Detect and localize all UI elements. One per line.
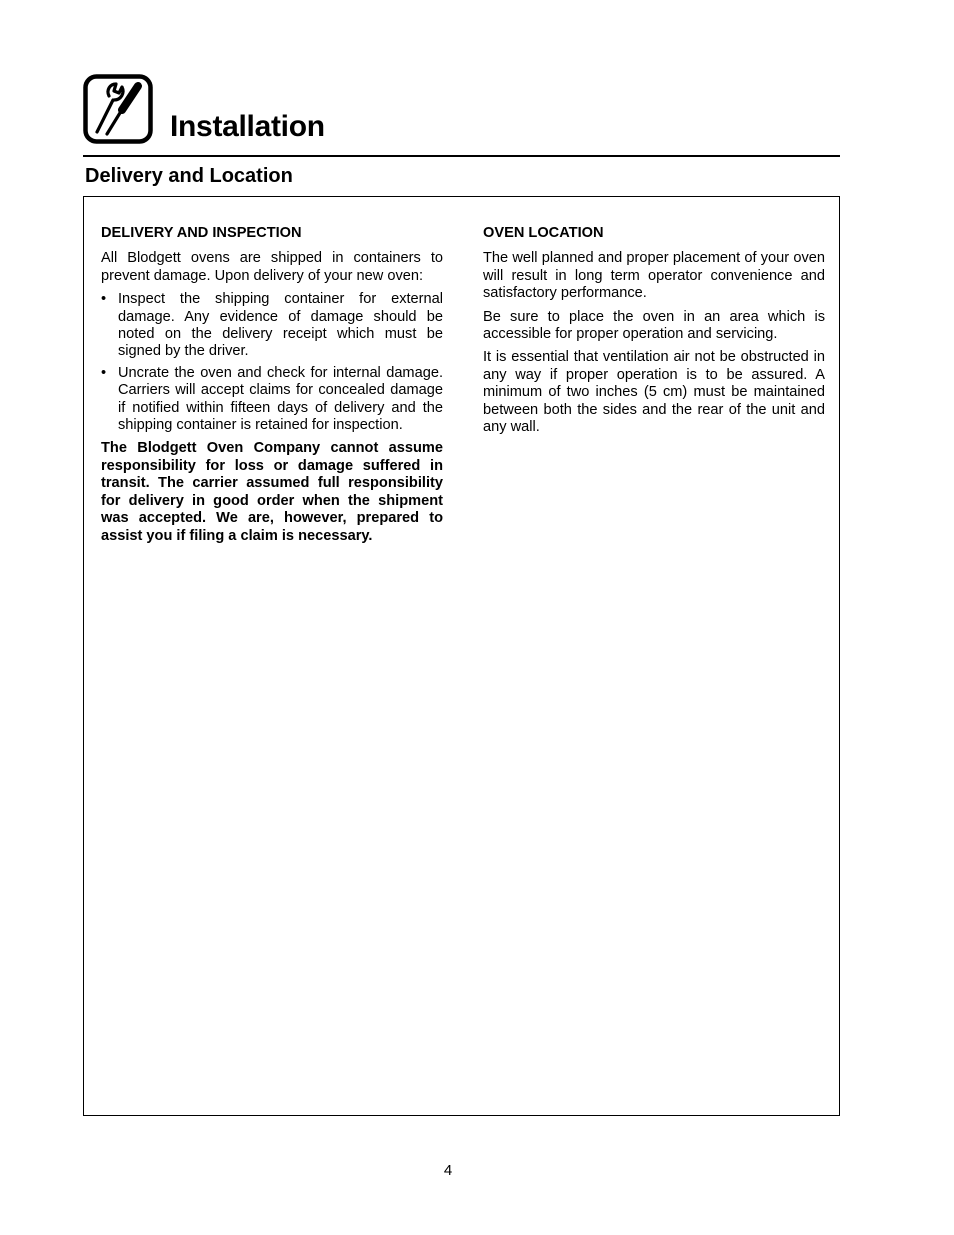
wrench-screwdriver-icon xyxy=(83,74,153,144)
delivery-intro: All Blodgett ovens are shipped in containers to prevent damage. Upon delivery of your new oven: xyxy=(101,250,443,284)
list-item xyxy=(101,365,443,435)
liability-notice: The Blodgett Oven Company cannot assume responsibility for loss or damage suffered in transit. The carrier assumed full responsibility for delivery in good order when the shipment was accepted. We are, however, prepared to assist you if filing a claim is necessary. xyxy=(101,440,443,544)
title-rule xyxy=(83,155,840,157)
location-paragraph: It is essential that ventilation air not be obstructed in any way if proper operation is to be assured. A minimum of two inches (5 cm) must be maintained between both the sides and the rear of the unit and any wall. xyxy=(483,349,825,436)
left-column xyxy=(101,225,443,551)
delivery-bullet-list xyxy=(101,291,443,434)
right-column xyxy=(483,225,825,442)
delivery-heading: DELIVERY AND INSPECTION xyxy=(101,225,302,241)
location-heading: OVEN LOCATION xyxy=(483,225,604,241)
bullet-icon: • xyxy=(101,364,107,381)
location-paragraph: The well planned and proper placement of your oven will result in long term operator convenience and satisfactory performance. xyxy=(483,250,825,302)
page-title: Installation xyxy=(170,110,325,143)
location-paragraph: Be sure to place the oven in an area which is accessible for proper operation and servicing. xyxy=(483,308,825,343)
content-box xyxy=(83,196,840,1116)
page-number: 4 xyxy=(443,1162,453,1179)
bullet-icon: • xyxy=(101,291,107,308)
list-item-text: Uncrate the oven and check for internal damage. Carriers will accept claims for concealed damage if notified within fifteen days of delivery and the shipping container is retained for inspection. xyxy=(118,364,443,434)
list-item xyxy=(101,291,443,361)
list-item-text: Inspect the shipping container for external damage. Any evidence of damage should be noted on the delivery receipt which must be signed by the driver. xyxy=(118,291,443,360)
section-title: Delivery and Location xyxy=(85,165,293,187)
